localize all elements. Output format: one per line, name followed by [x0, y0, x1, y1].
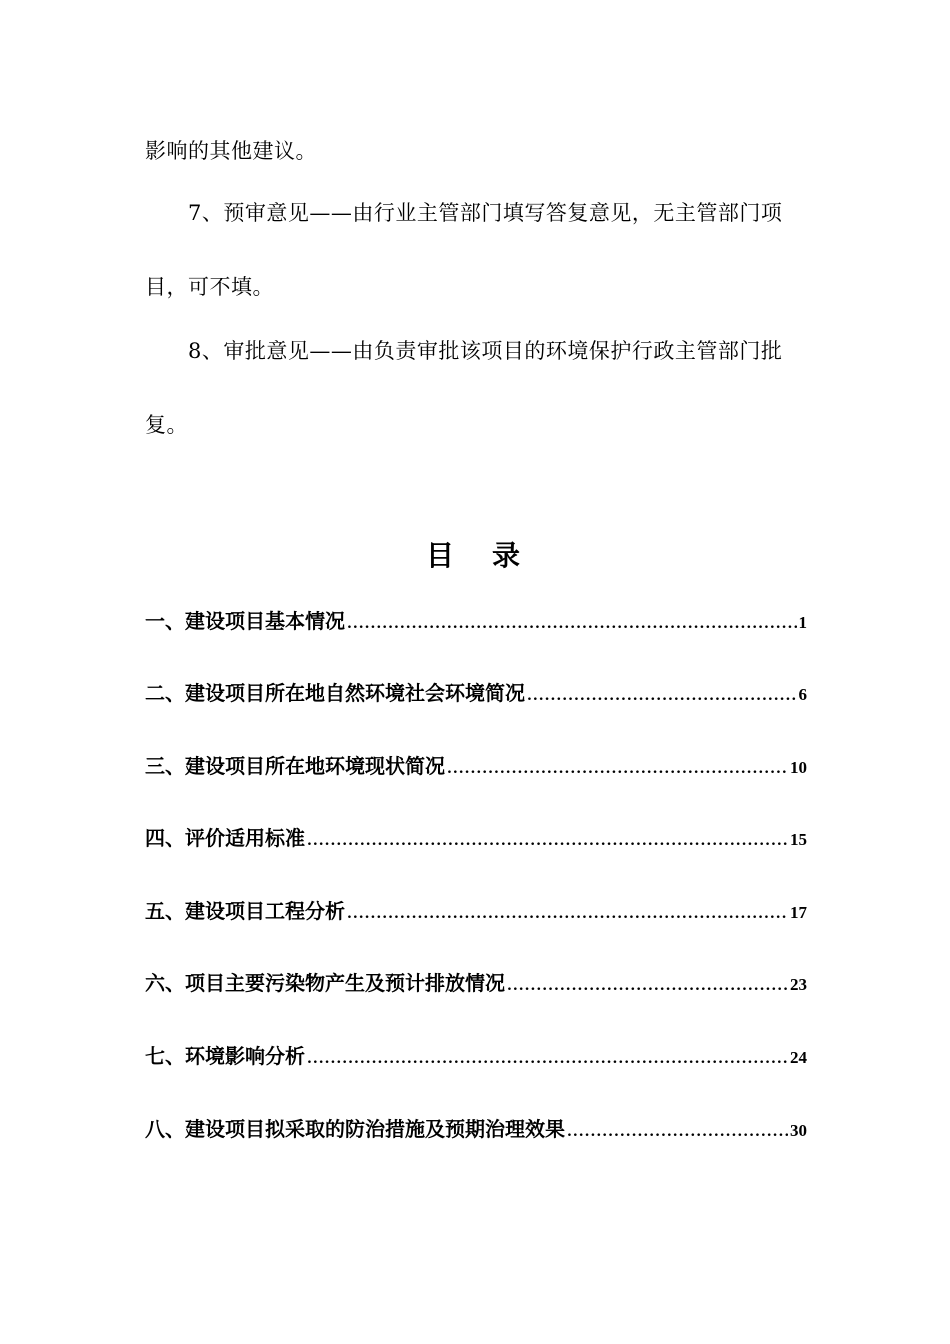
- toc-entry[interactable]: [145, 751, 807, 781]
- toc-leader-dots: [307, 826, 788, 856]
- toc-entry-page: 1: [798, 613, 807, 632]
- paragraph-line-2: 7、预审意见——由行业主管部门填写答复意见，无主管部门项: [188, 201, 783, 225]
- toc-leader-dots: [347, 609, 797, 639]
- toc-entry[interactable]: [145, 896, 807, 926]
- toc-entry-label: 三、建设项目所在地环境现状简况: [145, 754, 445, 778]
- toc-title-left: 目: [425, 539, 458, 572]
- toc-entry-page: 30: [790, 1121, 807, 1140]
- toc-leader-dots: [527, 681, 797, 711]
- toc-leader-dots: [567, 1117, 788, 1147]
- toc-entry[interactable]: [145, 968, 807, 998]
- toc-leader-dots: [447, 754, 788, 784]
- toc-entry-page: 23: [790, 975, 807, 994]
- toc-entry-page: 24: [790, 1048, 807, 1067]
- toc-entry[interactable]: [145, 823, 807, 853]
- toc-entry-label: 二、建设项目所在地自然环境社会环境简况: [145, 681, 525, 705]
- toc-entry-page: 15: [790, 830, 807, 849]
- toc-entry-page: 17: [790, 903, 807, 922]
- toc-leader-dots: [507, 971, 788, 1001]
- toc-entry-page: 6: [798, 685, 807, 704]
- toc-leader-dots: [347, 899, 788, 929]
- toc-entry-label: 八、建设项目拟采取的防治措施及预期治理效果: [145, 1117, 565, 1141]
- toc-entry[interactable]: [145, 1114, 807, 1144]
- toc-entry-label: 七、环境影响分析: [145, 1044, 305, 1068]
- toc-entry[interactable]: [145, 606, 807, 636]
- paragraph-line-1: 影响的其他建议。: [145, 139, 317, 163]
- toc-entry-label: 一、建设项目基本情况: [145, 609, 345, 633]
- toc-entry-label: 五、建设项目工程分析: [145, 899, 345, 923]
- toc-entry-label: 六、项目主要污染物产生及预计排放情况: [145, 971, 505, 995]
- toc-entry[interactable]: [145, 1041, 807, 1071]
- toc-entry-label: 四、评价适用标准: [145, 826, 305, 850]
- toc-entry-page: 10: [790, 758, 807, 777]
- paragraph-line-4: 8、审批意见——由负责审批该项目的环境保护行政主管部门批: [188, 339, 783, 363]
- toc-entry[interactable]: [145, 678, 807, 708]
- toc-title-right: 录: [492, 539, 525, 572]
- toc-title: [0, 536, 950, 576]
- paragraph-line-5: 复。: [145, 413, 188, 437]
- paragraph-line-3: 目，可不填。: [145, 275, 274, 299]
- toc-leader-dots: [307, 1044, 788, 1074]
